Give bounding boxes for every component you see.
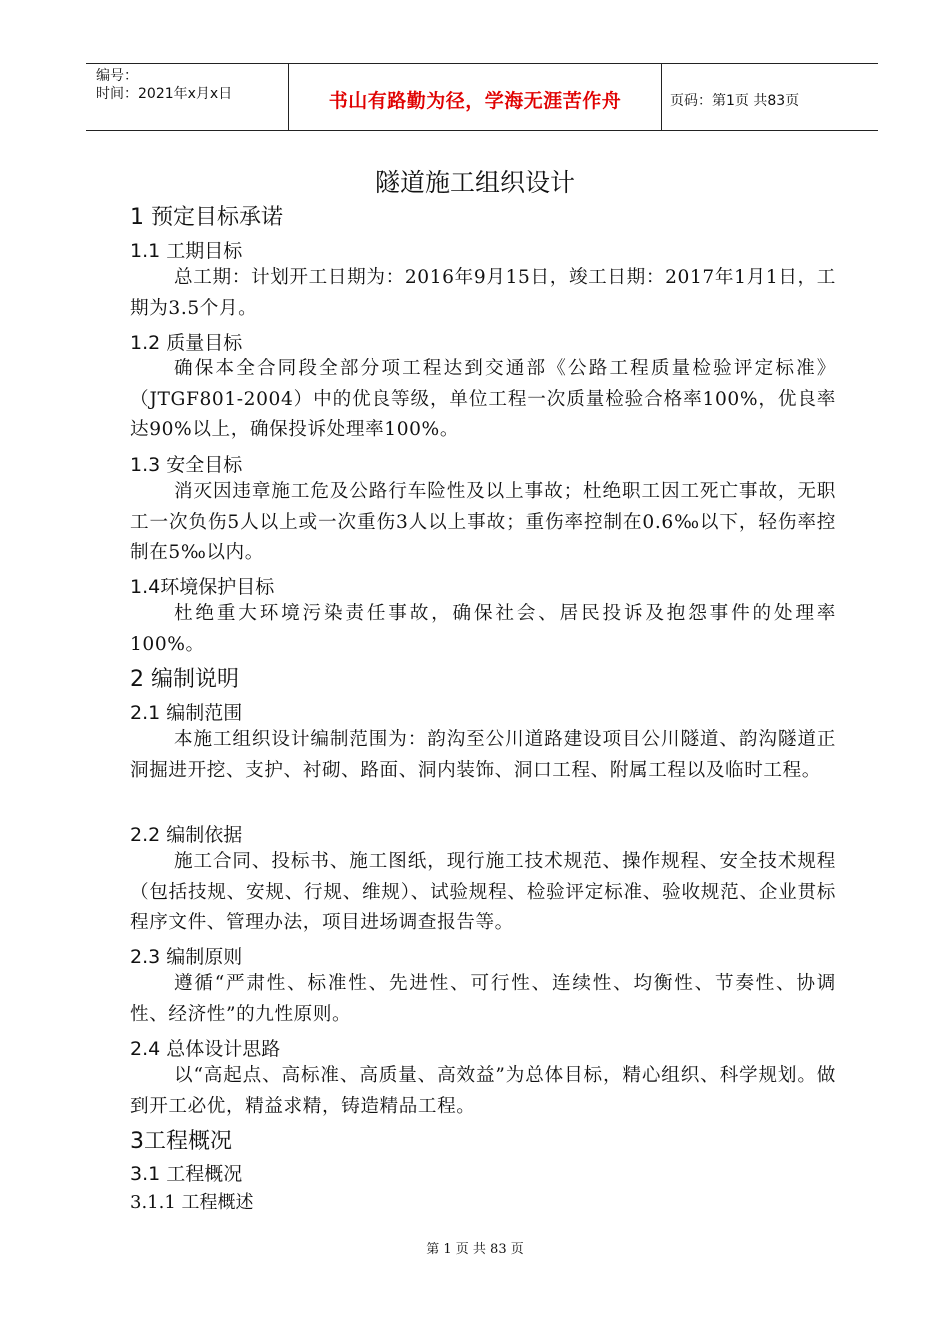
heading-1: 1 预定目标承诺 xyxy=(130,205,283,230)
heading-2: 2 编制说明 xyxy=(130,667,239,692)
document-title: 隧道施工组织设计 xyxy=(374,168,575,197)
header-page-number: 页码：第1页 共83页 xyxy=(670,93,800,109)
document-time: 时间：2021年x月x日 xyxy=(96,86,233,102)
header-meta-cell xyxy=(86,64,289,130)
paragraph-2-4: 以“高起点、高标准、高质量、高效益”为总体目标，精心组织、科学规划。做到开工必优，精益求精，铸造精品工程。 xyxy=(130,1065,836,1117)
document-number: 编号： xyxy=(96,68,138,84)
paragraph-1-4: 杜绝重大环境污染责任事故，确保社会、居民投诉及抱怨事件的处理率100%。 xyxy=(130,603,836,655)
paragraph-2-2: 施工合同、投标书、施工图纸，现行施工技术规范、操作规程、安全技术规程（包括技规、安规、行规、维规）、试验规程、检验评定标准、验收规范、企业贯标程序文件、管理办法，项目进场调查报告等。 xyxy=(130,851,836,933)
paragraph-1-2: 确保本全合同段全部分项工程达到交通部《公路工程质量检验评定标准》（JTGF801-2004）中的优良等级，单位工程一次质量检验合格率100%，优良率达90%以上，确保投诉处理率100%。 xyxy=(130,358,836,440)
heading-2-3: 2.3 编制原则 xyxy=(130,946,243,968)
heading-1-4: 1.4环境保护目标 xyxy=(130,576,275,598)
heading-1-1: 1.1 工期目标 xyxy=(130,240,243,262)
header-motto: 书山有路勤为径，学海无涯苦作舟 xyxy=(328,90,622,112)
heading-1-2: 1.2 质量目标 xyxy=(130,332,243,354)
heading-2-4: 2.4 总体设计思路 xyxy=(130,1038,281,1060)
heading-1-3: 1.3 安全目标 xyxy=(130,454,243,476)
paragraph-1-3: 消灭因违章施工危及公路行车险性及以上事故；杜绝职工因工死亡事故，无职工一次负伤5人以上或一次重伤3人以上事故；重伤率控制在0.6‰以下，轻伤率控制在5‰以内。 xyxy=(130,481,836,563)
heading-3: 3工程概况 xyxy=(130,1129,232,1154)
page-footer: 第 1 页 共 83 页 xyxy=(426,1242,524,1257)
document-header xyxy=(86,63,878,131)
paragraph-2-1: 本施工组织设计编制范围为：韵沟至公川道路建设项目公川隧道、韵沟隧道正洞掘进开挖、支护、衬砌、路面、洞内装饰、洞口工程、附属工程以及临时工程。 xyxy=(130,729,836,781)
header-motto-cell xyxy=(289,64,662,130)
paragraph-2-3: 遵循“严肃性、标准性、先进性、可行性、连续性、均衡性、节奏性、协调性、经济性”的九性原则。 xyxy=(130,973,836,1025)
heading-3-1-1: 3.1.1 工程概述 xyxy=(130,1192,254,1213)
heading-3-1: 3.1 工程概况 xyxy=(130,1163,243,1185)
heading-2-1: 2.1 编制范围 xyxy=(130,702,243,724)
heading-2-2: 2.2 编制依据 xyxy=(130,824,243,846)
header-page-cell xyxy=(662,64,878,130)
paragraph-1-1: 总工期：计划开工日期为：2016年9月15日，竣工日期：2017年1月1日，工期为3.5个月。 xyxy=(130,267,836,319)
